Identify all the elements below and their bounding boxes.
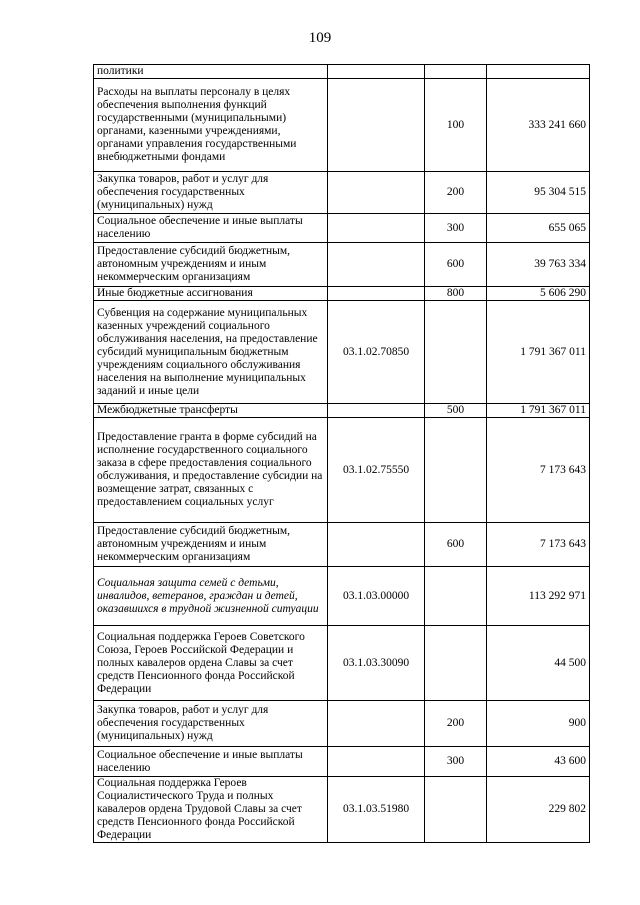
row-amount-cell: 43 600 xyxy=(487,747,590,777)
row-code-cell xyxy=(328,747,425,777)
table-row xyxy=(94,523,590,567)
row-name-cell: Социальная защита семей с детьми, инвалидов, ветеранов, граждан и детей, оказавшихся в трудной жизненной ситуации xyxy=(94,567,328,626)
row-name-cell: Субвенция на содержание муниципальных казенных учреждений социального обслуживания населения, на предоставление субсидий муниципальным бюджетным учреждениям социального обслуживания населения на выполнение муниципальных заданий и иные цели xyxy=(94,301,328,404)
row-name-cell: Социальная поддержка Героев Советского Союза, Героев Российской Федерации и полных кавалеров ордена Славы за счет средств Пенсионного фонда Российской Федерации xyxy=(94,626,328,701)
row-amount-cell: 900 xyxy=(487,701,590,747)
row-name-cell: Предоставление субсидий бюджетным, автономным учреждениям и иным некоммерческим организациям xyxy=(94,523,328,567)
row-expense-type-cell xyxy=(425,626,487,701)
row-code-cell xyxy=(328,172,425,214)
row-expense-type-cell: 800 xyxy=(425,287,487,301)
row-expense-type-cell: 200 xyxy=(425,172,487,214)
table-row xyxy=(94,301,590,404)
row-expense-type-cell: 300 xyxy=(425,747,487,777)
row-amount-cell: 5 606 290 xyxy=(487,287,590,301)
table-row xyxy=(94,747,590,777)
row-amount-cell xyxy=(487,65,590,79)
row-name-cell: Социальное обеспечение и иные выплаты населению xyxy=(94,214,328,243)
row-code-cell xyxy=(328,65,425,79)
row-expense-type-cell xyxy=(425,418,487,523)
row-name-cell: Закупка товаров, работ и услуг для обеспечения государственных (муниципальных) нужд xyxy=(94,701,328,747)
row-amount-cell: 1 791 367 011 xyxy=(487,404,590,418)
row-code-cell xyxy=(328,214,425,243)
row-name-cell: Межбюджетные трансферты xyxy=(94,404,328,418)
row-code-cell xyxy=(328,701,425,747)
row-amount-cell: 95 304 515 xyxy=(487,172,590,214)
table-row xyxy=(94,418,590,523)
row-code-cell xyxy=(328,243,425,287)
row-name-cell: Закупка товаров, работ и услуг для обеспечения государственных (муниципальных) нужд xyxy=(94,172,328,214)
row-code-cell: 03.1.02.70850 xyxy=(328,301,425,404)
row-amount-cell: 7 173 643 xyxy=(487,418,590,523)
row-name-cell: политики xyxy=(94,65,328,79)
row-code-cell xyxy=(328,79,425,172)
row-expense-type-cell: 500 xyxy=(425,404,487,418)
row-code-cell xyxy=(328,523,425,567)
budget-table xyxy=(93,64,590,843)
row-expense-type-cell: 600 xyxy=(425,243,487,287)
row-code-cell: 03.1.03.30090 xyxy=(328,626,425,701)
row-expense-type-cell: 300 xyxy=(425,214,487,243)
row-expense-type-cell xyxy=(425,777,487,843)
row-name-cell: Социальная поддержка Героев Социалистического Труда и полных кавалеров ордена Трудовой Славы за счет средств Пенсионного фонда Российской Федерации xyxy=(94,777,328,843)
table-row xyxy=(94,287,590,301)
table-row xyxy=(94,243,590,287)
row-code-cell: 03.1.02.75550 xyxy=(328,418,425,523)
row-expense-type-cell xyxy=(425,567,487,626)
table-row xyxy=(94,65,590,79)
table-row xyxy=(94,172,590,214)
row-amount-cell: 229 802 xyxy=(487,777,590,843)
row-expense-type-cell xyxy=(425,65,487,79)
row-expense-type-cell xyxy=(425,301,487,404)
row-name-cell: Социальное обеспечение и иные выплаты населению xyxy=(94,747,328,777)
row-amount-cell: 7 173 643 xyxy=(487,523,590,567)
row-name-cell: Предоставление субсидий бюджетным, автономным учреждениям и иным некоммерческим организациям xyxy=(94,243,328,287)
table-row xyxy=(94,626,590,701)
row-code-cell: 03.1.03.51980 xyxy=(328,777,425,843)
row-expense-type-cell: 600 xyxy=(425,523,487,567)
row-code-cell xyxy=(328,287,425,301)
row-amount-cell: 113 292 971 xyxy=(487,567,590,626)
table-row xyxy=(94,567,590,626)
row-code-cell: 03.1.03.00000 xyxy=(328,567,425,626)
row-amount-cell: 655 065 xyxy=(487,214,590,243)
row-name-cell: Иные бюджетные ассигнования xyxy=(94,287,328,301)
row-amount-cell: 44 500 xyxy=(487,626,590,701)
row-amount-cell: 39 763 334 xyxy=(487,243,590,287)
table-row xyxy=(94,777,590,843)
table-row xyxy=(94,404,590,418)
row-code-cell xyxy=(328,404,425,418)
row-name-cell: Расходы на выплаты персоналу в целях обеспечения выполнения функций государственными (муниципальными) органами, казенными учреждениями, органами управления государственными внебюджетными фондами xyxy=(94,79,328,172)
table-row xyxy=(94,214,590,243)
row-expense-type-cell: 100 xyxy=(425,79,487,172)
table-row xyxy=(94,701,590,747)
row-name-cell: Предоставление гранта в форме субсидий на исполнение государственного социального заказа в сфере предоставления социального обслуживания, и предоставление субсидии на возмещение затрат, связанных с предоставлением социальных услуг xyxy=(94,418,328,523)
row-amount-cell: 1 791 367 011 xyxy=(487,301,590,404)
row-amount-cell: 333 241 660 xyxy=(487,79,590,172)
budget-table-body xyxy=(94,65,590,843)
table-row xyxy=(94,79,590,172)
row-expense-type-cell: 200 xyxy=(425,701,487,747)
page-number: 109 xyxy=(308,30,332,46)
